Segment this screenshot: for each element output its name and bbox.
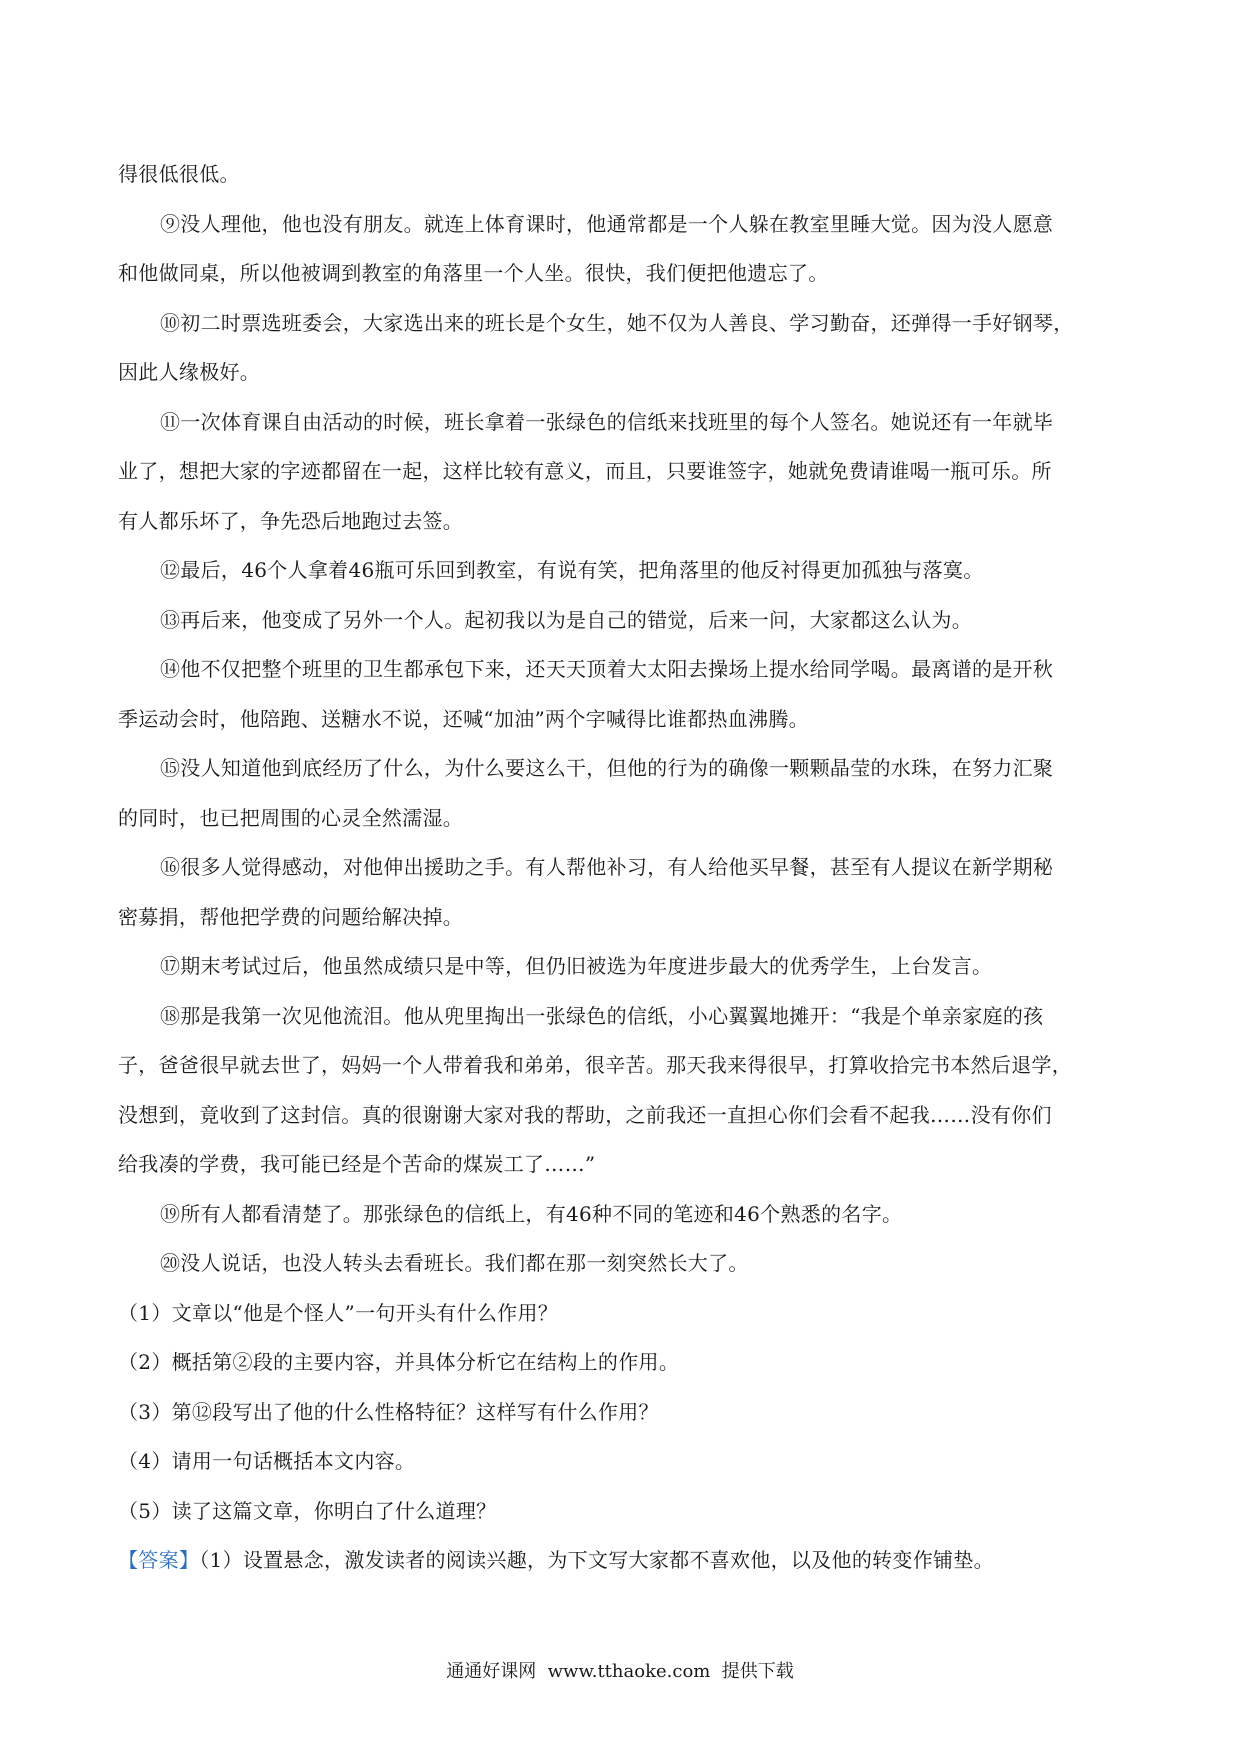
- passage-line: ⑰期末考试过后，他虽然成绩只是中等，但仍旧被选为年度进步最大的优秀学生，上台发言。: [160, 954, 993, 978]
- passage-line: 子，爸爸很早就去世了，妈妈一个人带着我和弟弟，很辛苦。那天我来得很早，打算收拾完书本然后退学，: [118, 1053, 1073, 1077]
- passage-line: 给我凑的学费，我可能已经是个苦命的煤炭工了……”: [118, 1152, 596, 1176]
- passage-line: ⑱那是我第一次见他流泪。他从兜里掏出一张绿色的信纸，小心翼翼地摊开：“我是个单亲家庭的孩: [160, 1003, 1044, 1028]
- passage-line: ⑫最后，46个人拿着46瓶可乐回到教室，有说有笑，把角落里的他反衬得更加孤独与落寞。: [160, 558, 984, 582]
- question-item: （5）读了这篇文章，你明白了什么道理？: [118, 1498, 497, 1523]
- footer-credit: [0, 1657, 1240, 1683]
- passage-line: 业了，想把大家的字迹都留在一起，这样比较有意义，而且，只要谁签字，她就免费请谁喝一瓶可乐。所: [118, 459, 1052, 483]
- passage: [118, 150, 1123, 1289]
- passage-line: ⑭他不仅把整个班里的卫生都承包下来，还天天顶着大太阳去操场上提水给同学喝。最离谱的是开秋: [160, 657, 1054, 681]
- question-list: [118, 1289, 1123, 1537]
- passage-line: ⑪一次体育课自由活动的时候，班长拿着一张绿色的信纸来找班里的每个人签名。她说还有一年就毕: [160, 409, 1054, 434]
- passage-line: 密募捐，帮他把学费的问题给解决掉。: [118, 904, 464, 929]
- passage-line: ⑬再后来，他变成了另外一个人。起初我以为是自己的错觉，后来一问，大家都这么认为。: [160, 607, 972, 632]
- passage-line: 的同时，也已把周围的心灵全然濡湿。: [118, 805, 464, 830]
- answer-text: （1）设置悬念，激发读者的阅读兴趣，为下文写大家都不喜欢他，以及他的转变作铺垫。: [199, 1548, 994, 1572]
- passage-line: 季运动会时，他陪跑、送糖水不说，还喊“加油”两个字喊得比谁都热血沸腾。: [118, 706, 809, 731]
- question-item: （1）文章以“他是个怪人”一句开头有什么作用？: [118, 1300, 559, 1325]
- passage-line: 没想到，竟收到了这封信。真的很谢谢大家对我的帮助，之前我还一直担心你们会看不起我……没有你们: [118, 1102, 1052, 1127]
- passage-line: 因此人缘极好。: [118, 360, 261, 384]
- passage-line: 和他做同桌，所以他被调到教室的角落里一个人坐。很快，我们便把他遗忘了。: [118, 261, 829, 285]
- question-item: （4）请用一句话概括本文内容。: [118, 1449, 416, 1473]
- passage-line: ⑲所有人都看清楚了。那张绿色的信纸上，有46种不同的笔迹和46个熟悉的名字。: [160, 1201, 903, 1226]
- passage-line: ⑨没人理他，他也没有朋友。就连上体育课时，他通常都是一个人躲在教室里睡大觉。因为没人愿意: [160, 211, 1054, 236]
- passage-line: 得很低很低。: [118, 162, 240, 186]
- question-item: （3）第⑫段写出了他的什么性格特征？这样写有什么作用？: [118, 1399, 659, 1424]
- document-body: [118, 150, 1123, 1586]
- footer-text: 通通好课网 www.tthaoke.com 提供下载: [446, 1661, 794, 1682]
- answer-label: 【答案】: [118, 1548, 200, 1572]
- question-item: （2）概括第②段的主要内容，并具体分析它在结构上的作用。: [118, 1350, 680, 1374]
- passage-line: 有人都乐坏了，争先恐后地跑过去签。: [118, 508, 464, 533]
- passage-line: ⑳没人说话，也没人转头去看班长。我们都在那一刻突然长大了。: [160, 1251, 749, 1275]
- passage-line: ⑯很多人觉得感动，对他伸出援助之手。有人帮他补习，有人给他买早餐，甚至有人提议在新学期秘: [160, 855, 1054, 879]
- passage-line: ⑩初二时票选班委会，大家选出来的班长是个女生，她不仅为人善良、学习勤奋，还弹得一手好钢琴，: [160, 310, 1074, 335]
- passage-line: ⑮没人知道他到底经历了什么，为什么要这么干，但他的行为的确像一颗颗晶莹的水珠，在努力汇聚: [160, 756, 1054, 780]
- answer-block: [118, 1536, 1123, 1586]
